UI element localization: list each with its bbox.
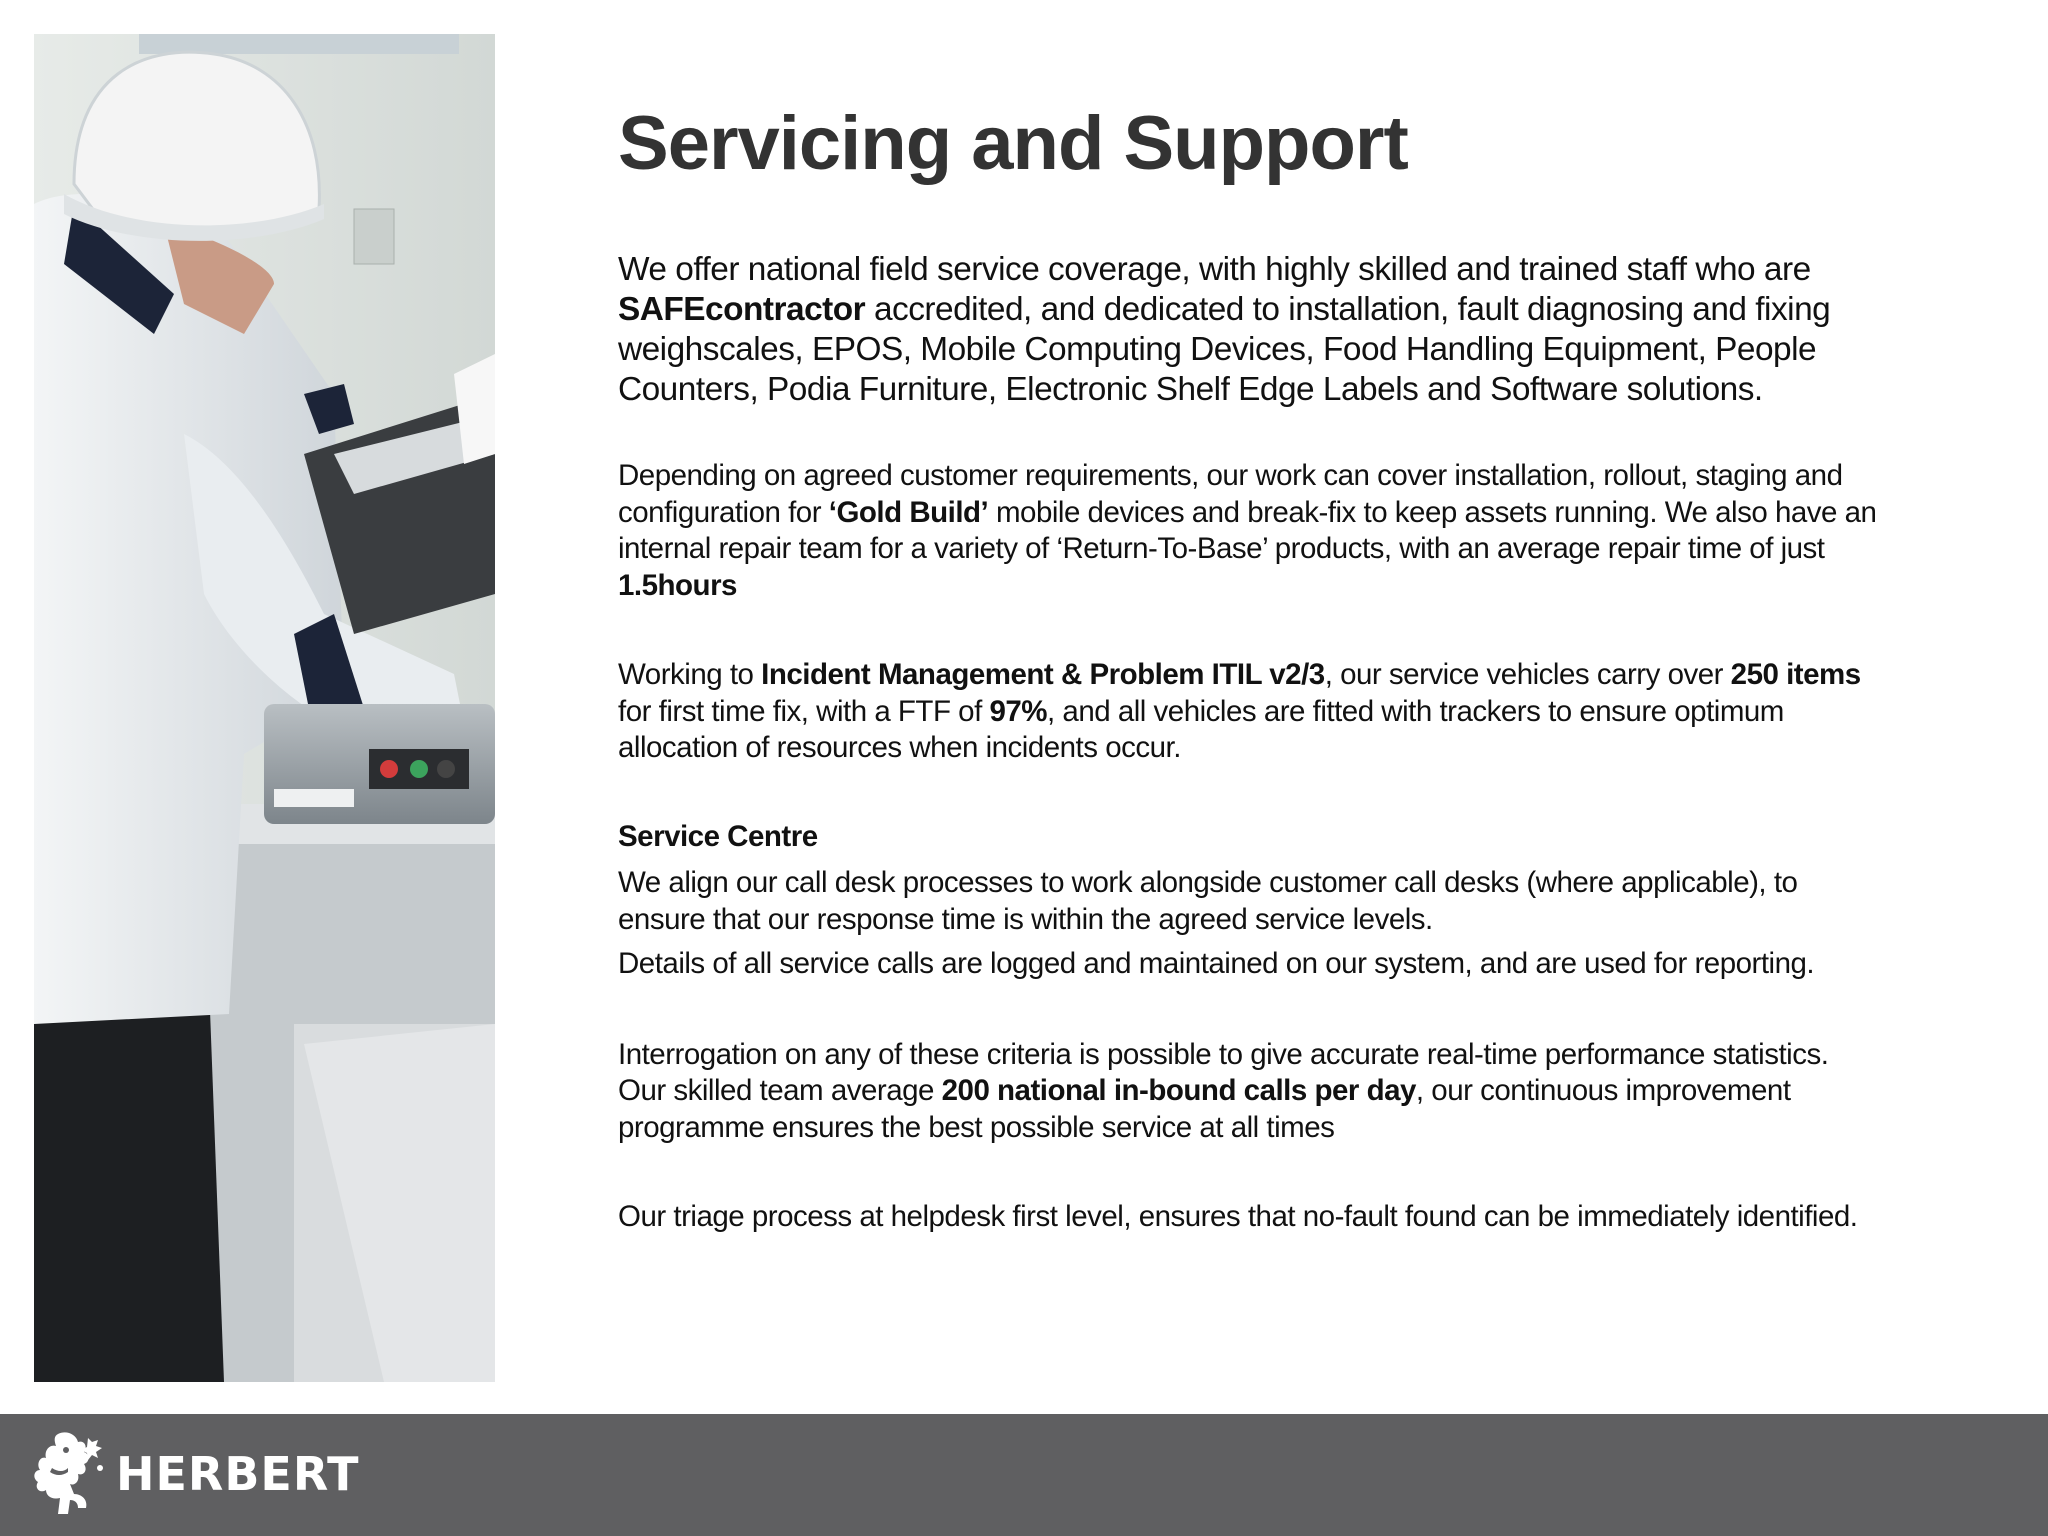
deployment-text-2: mobile devices and break-fix to keep assets running. We also have an internal repair team for a variety of ‘Return-To-Base’ products, with an average repair time of just xyxy=(618,495,1877,565)
deployment-bold-gold-build: ‘Gold Build’ xyxy=(828,495,989,529)
itil-paragraph xyxy=(618,657,1878,767)
service-centre-align-paragraph: We align our call desk processes to work alongside customer call desks (where applicable), to ensure that our response time is within the agreed service levels. xyxy=(618,866,1798,936)
deployment-bold-repair-time: 1.5hours xyxy=(618,568,737,602)
itil-text-3: for first time fix, with a FTF of xyxy=(618,694,990,728)
interrogation-text-2: , our continuous improvement programme ensures the best possible service at all times xyxy=(618,1074,1791,1144)
itil-bold-standard: Incident Management & Problem ITIL v2/3 xyxy=(761,658,1325,691)
page-title: Servicing and Support xyxy=(618,101,1408,186)
service-centre-details-paragraph: Details of all service calls are logged and maintained on our system, and are used for reporting. xyxy=(618,947,1815,980)
deployment-text-1: Depending on agreed customer requirements, our work can cover installation, rollout, staging and configuration for xyxy=(618,459,1843,529)
itil-text-2: , our service vehicles carry over xyxy=(1324,658,1731,691)
itil-bold-items: 250 items xyxy=(1730,658,1861,691)
intro-bold-safecontractor: SAFEcontractor xyxy=(618,291,866,328)
technician-illustration xyxy=(34,34,495,1382)
interrogation-text-1: Interrogation on any of these criteria is possible to give accurate real-time performance statistics. Our skilled team average xyxy=(618,1037,1829,1107)
intro-paragraph xyxy=(618,250,1878,410)
lion-rampant-icon xyxy=(28,1428,108,1520)
footer-bar xyxy=(0,1414,2048,1536)
main-content xyxy=(618,100,1878,1236)
deployment-paragraph xyxy=(618,458,1878,604)
technician-photo xyxy=(34,34,495,1382)
brand-name: HERBERT xyxy=(116,1447,360,1501)
interrogation-bold-calls: 200 national in-bound calls per day xyxy=(941,1074,1416,1107)
intro-text-2: accredited, and dedicated to installation, fault diagnosing and fixing weighscales, EPOS, Mobile Computing Devices, Food Handling Equipment, People Counters, Podia Furniture, Electronic Shelf Edge Labels and Software solutions. xyxy=(618,291,1831,408)
triage-paragraph: Our triage process at helpdesk first level, ensures that no-fault found can be immediately identified. xyxy=(618,1200,1858,1233)
itil-bold-ftf: 97% xyxy=(989,694,1048,728)
itil-text-4: , and all vehicles are fitted with trackers to ensure optimum allocation of resources when incidents occur. xyxy=(618,694,1784,764)
intro-text-1: We offer national field service coverage, with highly skilled and trained staff who are xyxy=(618,251,1811,288)
service-centre-heading: Service Centre xyxy=(618,819,818,853)
itil-text-1: Working to xyxy=(618,658,762,691)
interrogation-paragraph xyxy=(618,1037,1878,1147)
